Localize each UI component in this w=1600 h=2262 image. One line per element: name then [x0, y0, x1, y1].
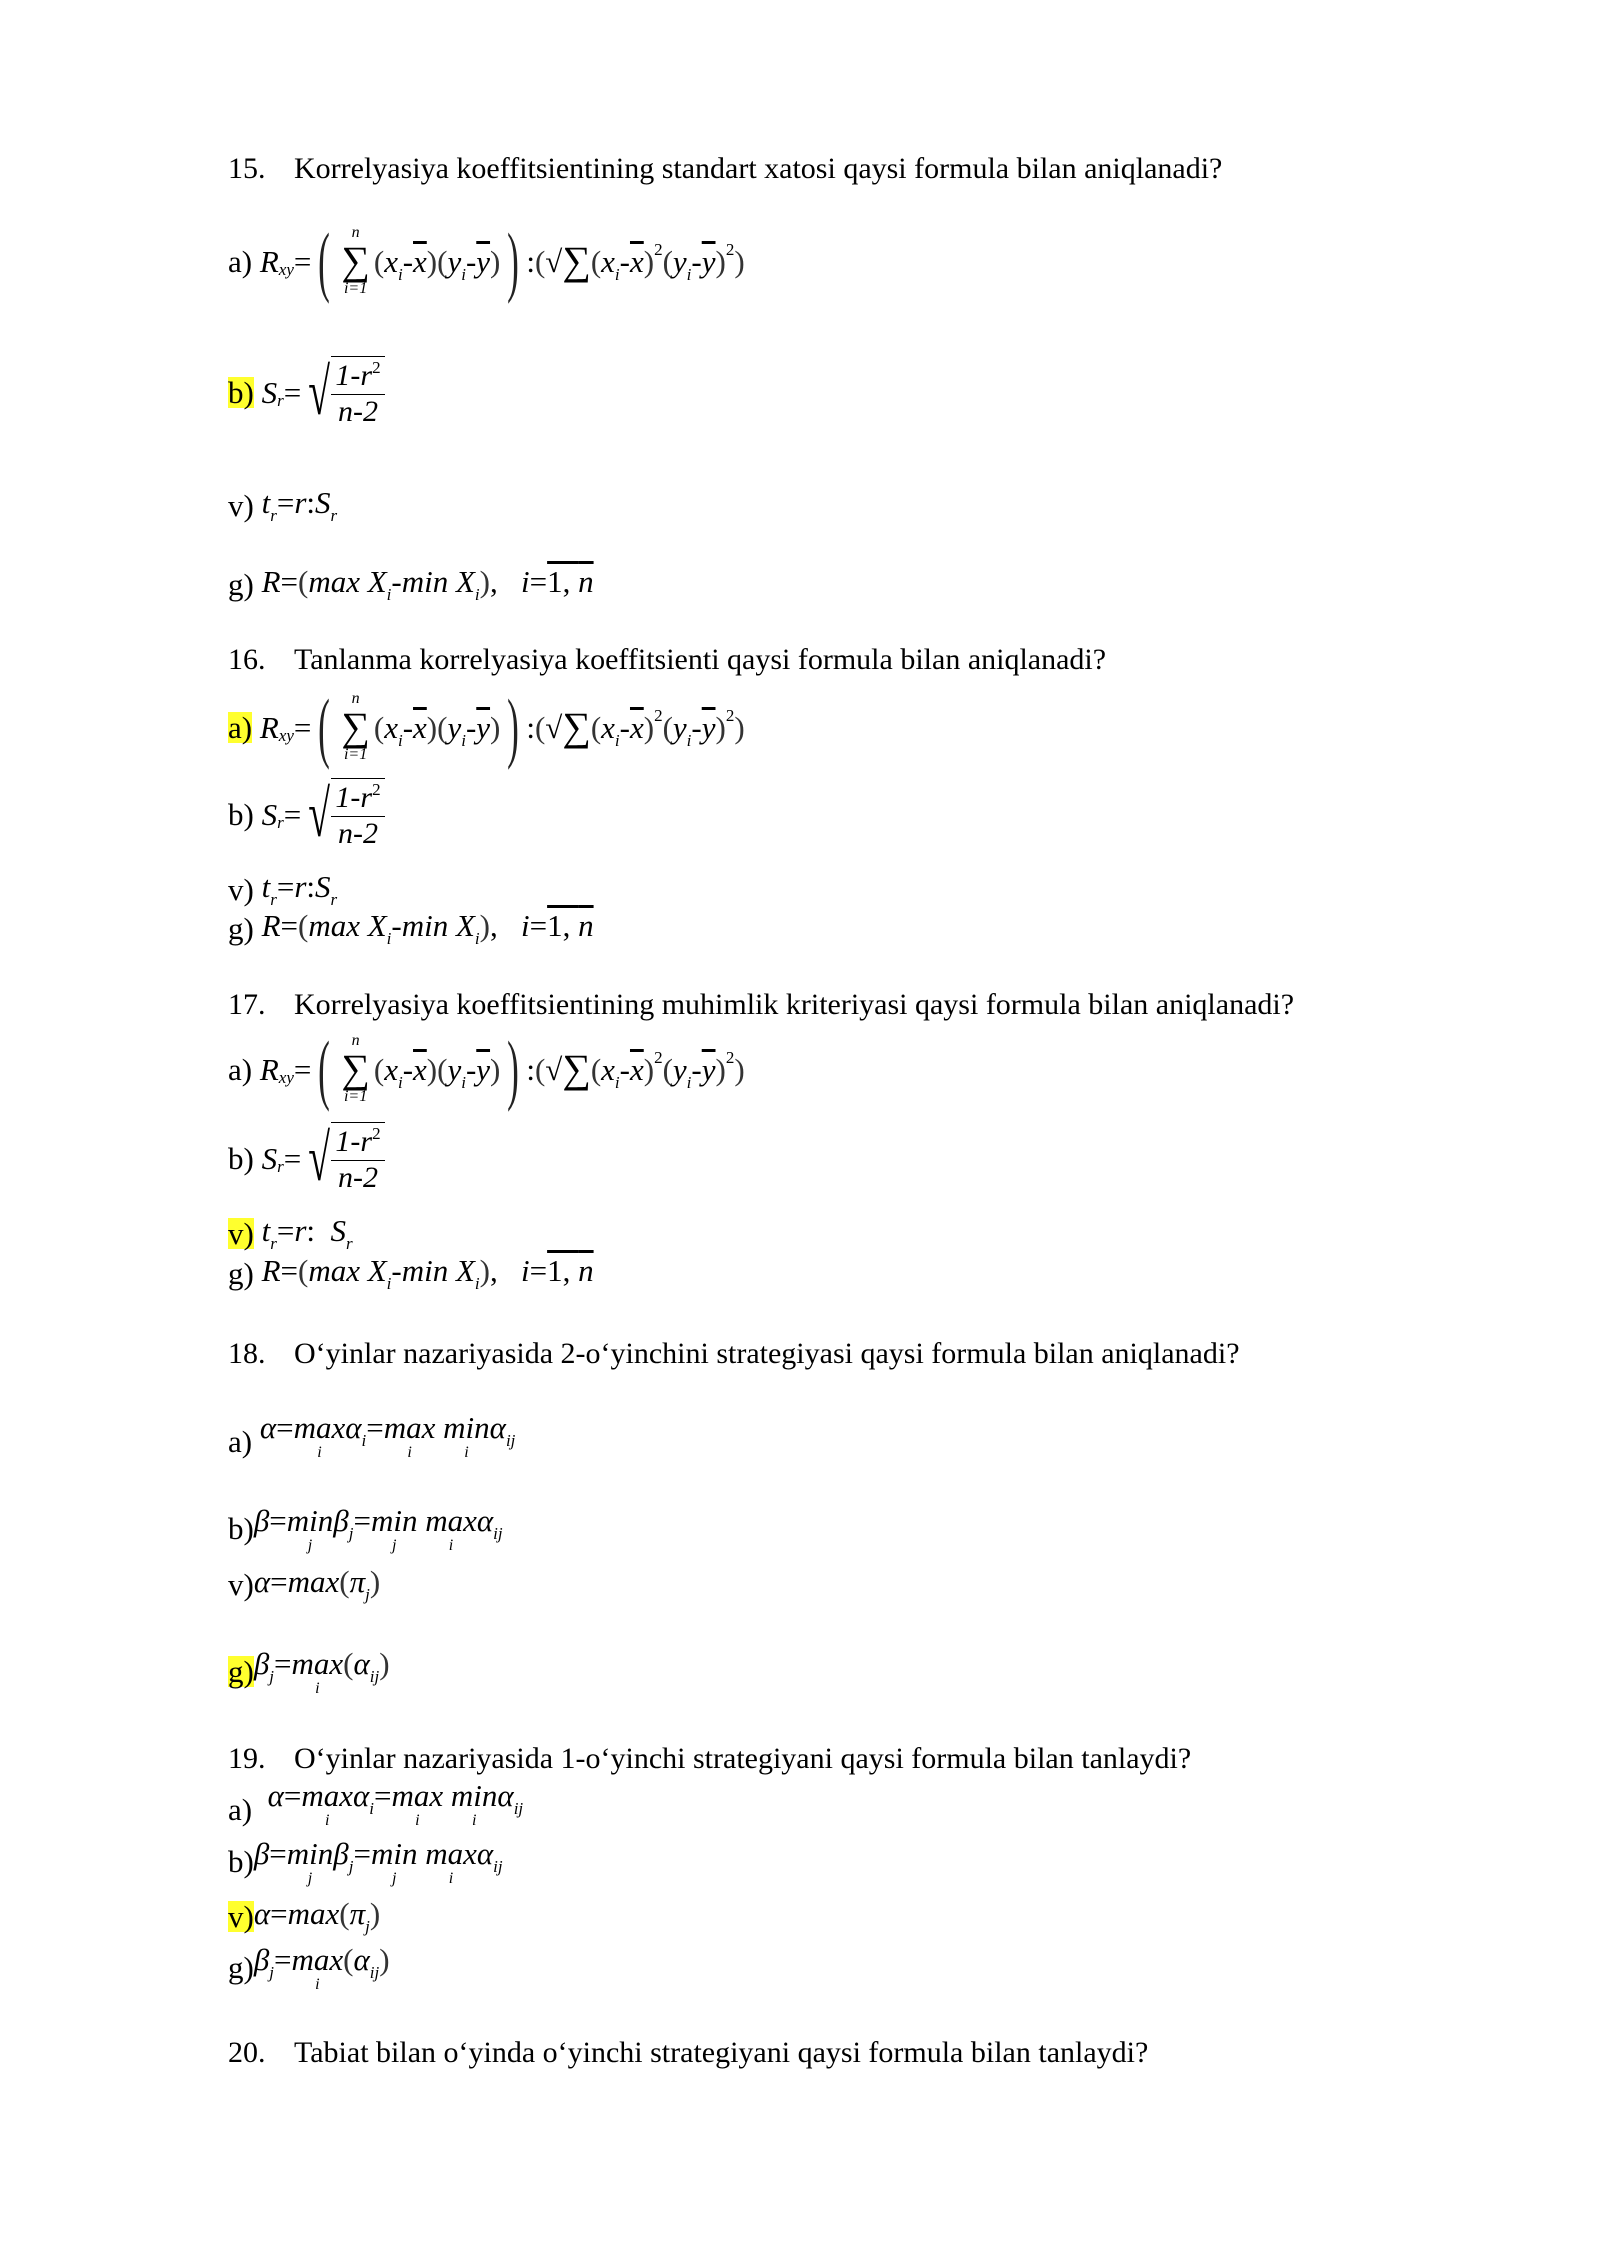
q17-option-v: v) $t_r=r$: $S_r$: [228, 1213, 353, 1253]
q16-option-g: g) R=(max $X_i-\min$ $X_i$), i=1, n: [228, 908, 594, 948]
q17-option-g: g) R=(max $X_i-\min$ $X_i$), i=1, n: [228, 1253, 594, 1293]
option-label: b): [228, 1844, 254, 1879]
option-label: a): [228, 1792, 253, 1827]
option-label: a): [228, 1051, 253, 1087]
q16-option-v: v) $t_r=r:S_r$: [228, 869, 338, 909]
question-text: Tanlanma korrelyasiya koeffitsienti qaysi formula bilan aniqlanadi?: [294, 643, 1107, 676]
q19-option-g: $g)\beta_j=$ max i $(\alpha_{ij})$: [228, 1942, 390, 1993]
question-number: 17.: [228, 988, 266, 1021]
q19-option-a: a) α= max i $\alpha_i=$ max i min i $\alpha_{ij}$: [228, 1778, 524, 1829]
option-label: b): [228, 1141, 254, 1176]
question-20: [228, 2036, 1148, 2070]
q15-option-b: b) S r = √ $\frac{1-r^2}{n-2}$: [228, 356, 385, 429]
option-label-highlighted: a): [228, 709, 253, 745]
option-label: a): [228, 243, 253, 279]
question-number: 16.: [228, 643, 266, 676]
question-text: Tabiat bilan o‘yinda o‘yinchi strategiyani qaysi formula bilan tanlaydi?: [294, 2036, 1149, 2069]
q19-option-v: $v)\alpha=\max(\pi_j)$: [228, 1896, 381, 1936]
question-text: O‘yinlar nazariyasida 2-o‘yinchini strategiyasi qaysi formula bilan aniqlanadi?: [294, 1337, 1240, 1370]
option-label: g): [228, 567, 254, 603]
question-number: 15.: [228, 152, 266, 185]
option-label: b): [228, 1511, 254, 1546]
option-label-highlighted: g): [228, 1654, 254, 1689]
question-19: [228, 1742, 1191, 1776]
question-16: [228, 643, 1106, 677]
option-label: v): [228, 872, 254, 908]
option-label-highlighted: v): [228, 1216, 254, 1252]
q18-option-a: a) α= max i $\alpha_i=$ max i min i $\alpha_{ij}$: [228, 1410, 516, 1461]
option-label: g): [228, 1256, 254, 1292]
question-15: [228, 152, 1222, 186]
q17-option-b: b) S r = √ $\frac{1-r^2}{n-2}$: [228, 1122, 385, 1195]
q16-option-a: a) R xy = ( n ∑ i=1 ( $x_i$ - $\overline{x}$ ) ( $y_i$ - $\overline{y}$ ) ) : ( √ ∑ ( $x_i$ - $\overline{x}$ ) 2 ( $y_i$ - $\overline{y}$ ) 2 ): [228, 683, 745, 770]
question-text: Korrelyasiya koeffitsientining standart xatosi qaysi formula bilan aniqlanadi?: [294, 152, 1223, 185]
question-number: 19.: [228, 1742, 266, 1775]
q17-option-a: a) R xy = ( n ∑ i=1 ( $x_i$ - $\overline{x}$ ) ( $y_i$ - $\overline{y}$ ) ) : ( √ ∑ ( $x_i$ - $\overline{x}$ ) 2 ( $y_i$ - $\overline{y}$ ) 2 ): [228, 1025, 745, 1112]
option-label: g): [228, 1950, 254, 1985]
q15-option-a: a) R xy = ( n ∑ i=1 ( $x_i$ - $\overline{x}$ ) ( $y_i$ - $\overline{y}$ ) ) : ( √ ∑ ( $x_i$ - $\overline{x}$ ) 2 ( $y_i$ - $\overline{y}$ ) 2 ): [228, 217, 745, 304]
option-label: v): [228, 1567, 254, 1603]
question-text: Korrelyasiya koeffitsientining muhimlik kriteriyasi qaysi formula bilan aniqlanadi?: [294, 988, 1295, 1021]
question-number: 20.: [228, 2036, 266, 2069]
question-18: [228, 1337, 1240, 1371]
q18-option-v: $v)\alpha=\max(\pi_j)$: [228, 1564, 381, 1604]
option-label-highlighted: b): [228, 375, 254, 410]
question-number: 18.: [228, 1337, 266, 1370]
option-label: v): [228, 488, 254, 524]
q16-option-b: b) S r = √ $\frac{1-r^2}{n-2}$: [228, 778, 385, 851]
option-label-highlighted: v): [228, 1899, 254, 1935]
question-17: [228, 988, 1294, 1022]
q18-option-b: b)β= min j $\beta_j=$ min j max i $\alpha_{ij}$: [228, 1503, 503, 1554]
q15-option-v: v) $t_r=r:S_r$: [228, 485, 338, 525]
question-text: O‘yinlar nazariyasida 1-o‘yinchi strategiyani qaysi formula bilan tanlaydi?: [294, 1742, 1192, 1775]
option-label: a): [228, 1424, 253, 1459]
q15-option-g: g) R=(max $X_i-\min$ $X_i$), i=1, n: [228, 564, 594, 604]
q19-option-b: b)β= min j $\beta_j=$ min j max i $\alpha_{ij}$: [228, 1836, 503, 1887]
option-label: g): [228, 911, 254, 947]
option-label: b): [228, 797, 254, 832]
q18-option-g: $g)\beta_j=$ max i $(\alpha_{ij})$: [228, 1646, 390, 1697]
